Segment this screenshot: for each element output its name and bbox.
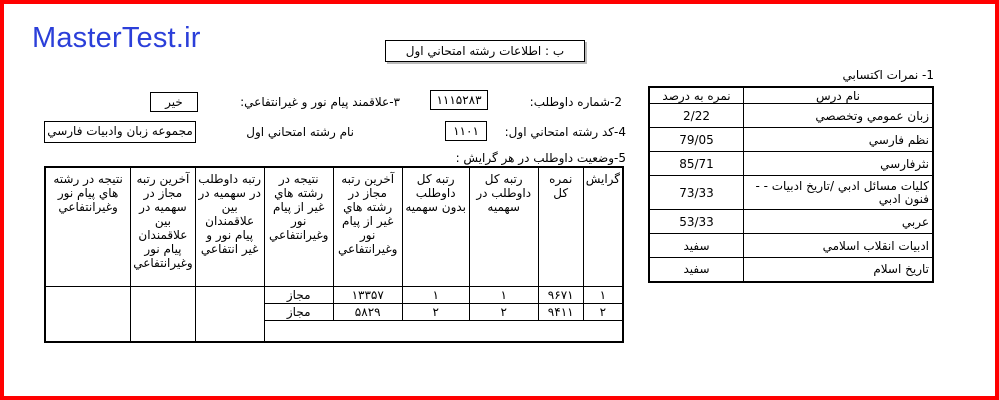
- status-cell: [131, 287, 196, 343]
- section-b-title: ب : اطلاعات رشته امتحاني اول: [385, 40, 585, 62]
- status-header-total-score: نمره کل: [538, 167, 583, 287]
- status-cell: [45, 287, 131, 343]
- status-cell: ۱۳۳۵۷: [333, 287, 402, 304]
- grades-header-course: نام درس: [744, 87, 934, 104]
- status-header-rank-no-quota: رتبه کل داوطلب بدون سهميه: [402, 167, 469, 287]
- status-cell: مجاز: [264, 304, 333, 321]
- grades-row: [649, 152, 933, 176]
- interest-value: خير: [150, 92, 198, 112]
- course-name: عربي: [744, 210, 934, 234]
- field-name-label: نام رشته امتحاني اول: [246, 125, 354, 139]
- status-cell: ۹۴۱۱: [538, 304, 583, 321]
- course-grade: 85/71: [649, 152, 744, 176]
- brand-logo-text[interactable]: MasterTest.ir: [32, 22, 201, 54]
- candidate-number-value: ۱۱۱۵۲۸۳: [430, 90, 488, 110]
- status-row: [45, 287, 623, 304]
- interest-label: ۳-علاقمند پيام نور و غيرانتفاعي:: [240, 95, 400, 109]
- grades-row: [649, 210, 933, 234]
- status-header-last-allowed-rank: آخرين رتبه مجاز در رشته هاي غير از پيام نور وغيرانتفاعي: [333, 167, 402, 287]
- course-grade: 73/33: [649, 176, 744, 210]
- status-cell: ۹۶۷۱: [538, 287, 583, 304]
- grades-header-percent: نمره به درصد: [649, 87, 744, 104]
- course-grade: 53/33: [649, 210, 744, 234]
- course-name: کليات مسائل ادبي /تاريخ ادبيات - - فنون ادبي: [744, 176, 934, 210]
- course-grade: سفيد: [649, 258, 744, 282]
- status-table: [44, 166, 624, 343]
- field-code-label: 4-کد رشته امتحاني اول:: [504, 125, 626, 139]
- grades-title: 1- نمرات اکتسابي: [842, 68, 934, 82]
- grades-row: [649, 104, 933, 128]
- course-grade: سفيد: [649, 234, 744, 258]
- status-header-orientation: گرايش: [583, 167, 623, 287]
- status-header-pn-result: نتيجه در رشته هاي پيام نور وغيرانتفاعي: [45, 167, 131, 287]
- course-name: نثرفارسي: [744, 152, 934, 176]
- field-code-value: ۱۱۰۱: [445, 121, 487, 141]
- grades-table: [648, 86, 934, 283]
- status-cell: ۱: [583, 287, 623, 304]
- status-cell: ۲: [402, 304, 469, 321]
- course-name: ادبيات انقلاب اسلامي: [744, 234, 934, 258]
- candidate-number-label: 2-شماره داوطلب:: [529, 95, 622, 109]
- status-cell: [195, 287, 264, 343]
- course-name: تاريخ اسلام: [744, 258, 934, 282]
- status-header-result: نتيجه در رشته هاي غير از پيام نور وغيرانتفاعي: [264, 167, 333, 287]
- grades-row: [649, 258, 933, 282]
- status-cell: ۲: [583, 304, 623, 321]
- status-header-quota-rank: رتبه کل داوطلب در سهميه: [469, 167, 538, 287]
- grades-row: [649, 128, 933, 152]
- course-name: زبان عمومي وتخصصي: [744, 104, 934, 128]
- status-empty-cell: [264, 321, 623, 343]
- status-header-pn-last-rank: آخرين رتبه مجاز در سهميه در بين علاقمندان پيام نور وغيرانتفاعي: [131, 167, 196, 287]
- status-title: 5-وضعيت داوطلب در هر گرايش :: [455, 151, 626, 165]
- status-cell: ۱: [402, 287, 469, 304]
- grades-row: [649, 176, 933, 210]
- status-header-pn-rank: رتبه داوطلب در سهميه در بين علاقمندان پيام نور و غير انتفاعي: [195, 167, 264, 287]
- grades-row: [649, 234, 933, 258]
- status-cell: مجاز: [264, 287, 333, 304]
- course-name: نظم فارسي: [744, 128, 934, 152]
- status-cell: ۵۸۲۹: [333, 304, 402, 321]
- course-grade: 79/05: [649, 128, 744, 152]
- status-cell: ۲: [469, 304, 538, 321]
- status-cell: ۱: [469, 287, 538, 304]
- field-name-value: مجموعه زبان وادبيات فارسي: [44, 121, 196, 143]
- course-grade: 2/22: [649, 104, 744, 128]
